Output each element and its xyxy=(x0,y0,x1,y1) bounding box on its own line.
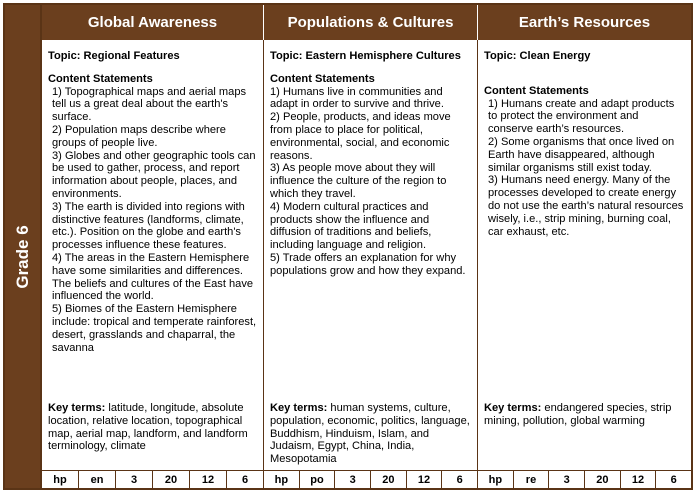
column-global-awareness xyxy=(42,40,263,470)
statement: 3) The earth is divided into regions with distinctive features (landforms, climate, etc.). Position on the globe and earth's processes influence these features. xyxy=(52,200,245,252)
statement: 5) Trade offers an explanation for why populations grow and how they expand. xyxy=(270,251,466,277)
code-cell: po xyxy=(299,471,335,488)
grade-label: Grade 6 xyxy=(13,225,32,289)
code-cell: re xyxy=(513,471,549,488)
statement: 2) Some organisms that once lived on Earth have disappeared, although similar organisms still exist today. xyxy=(488,135,675,174)
code-cell: 20 xyxy=(370,471,406,488)
key-terms-label: Key terms: xyxy=(270,402,328,414)
statement: 3) Humans need energy. Many of the processes developed to create energy do not use the earth’s natural resources wisely, i.e., strip mining, burning coal, car exhaust, etc. xyxy=(488,174,684,238)
statement: 5) Biomes of the Eastern Hemisphere include: tropical and temperate rainforest, desert, grasslands and chaparral, the savanna xyxy=(52,303,257,354)
key-terms xyxy=(484,402,685,428)
statement-list xyxy=(484,98,685,239)
key-terms-label: Key terms: xyxy=(48,402,106,414)
code-cell: 6 xyxy=(226,471,263,488)
code-cell: en xyxy=(78,471,115,488)
statement-list xyxy=(270,86,471,278)
column-populations-cultures xyxy=(263,40,477,470)
code-row-populations-cultures xyxy=(263,470,477,488)
code-cell: 3 xyxy=(334,471,370,488)
statement: 2) People, products, and ideas move from place to place for political, environmental, social, and economic reasons. xyxy=(270,111,451,162)
code-cell: 20 xyxy=(584,471,620,488)
topic-title: Topic: Regional Features xyxy=(48,50,180,62)
statement: 4) The areas in the Eastern Hemisphere have some similarities and differences. The beliefs and cultures of the East have influenced the world. xyxy=(52,251,254,303)
statement: 1) Topographical maps and aerial maps tell us a great deal about the earth's surface. xyxy=(52,85,247,124)
code-cell: hp xyxy=(53,473,67,486)
code-cell: hp xyxy=(274,473,289,486)
statement: 3) As people move about they will influence the culture of the region to which they travel. xyxy=(270,162,447,200)
topic-title: Topic: Eastern Hemisphere Cultures xyxy=(270,50,461,62)
code-cell: 3 xyxy=(548,471,584,488)
statement-list xyxy=(48,86,257,355)
key-terms-text: endangered species, strip mining, pollution, global warming xyxy=(484,402,672,427)
key-terms-text: human systems, culture, population, economic, politics, language, Buddhism, Hinduism, Islam, and Judaism, Egypt, China, India, Mesopotamia xyxy=(270,402,470,466)
statement: 4) Modern cultural practices and products show the influence and diffusion of traditions and beliefs, including language and religion. xyxy=(270,200,432,252)
content-statements-title: Content Statements xyxy=(48,72,153,85)
code-cell: 6 xyxy=(441,471,477,488)
grade-column xyxy=(5,5,42,488)
code-cell: 20 xyxy=(152,471,189,488)
code-cell: 3 xyxy=(115,471,152,488)
key-terms-text: latitude, longitude, absolute location, relative location, topographical map, aerial map, landform, and landform terminology, climate xyxy=(48,402,248,453)
content-statements-title: Content Statements xyxy=(484,84,589,97)
key-terms xyxy=(270,402,471,466)
header-populations-cultures: Populations & Cultures xyxy=(263,5,477,40)
code-cell: 6 xyxy=(655,471,691,488)
statement: 1) Humans create and adapt products to protect the environment and conserve earth’s resources. xyxy=(488,97,675,136)
code-cell: hp xyxy=(488,473,503,486)
code-row-earths-resources xyxy=(477,470,691,488)
column-earths-resources xyxy=(477,40,691,470)
code-cell: 12 xyxy=(189,471,226,488)
key-terms xyxy=(48,402,257,453)
statement: 2) Population maps describe where groups of people live. xyxy=(52,123,226,149)
statement: 3) Globes and other geographic tools can be used to gather, process, and report information about people, places, and environments. xyxy=(52,149,256,200)
topic-title: Topic: Clean Energy xyxy=(484,50,591,62)
code-cell: 12 xyxy=(406,471,442,488)
content-statements-title: Content Statements xyxy=(270,72,375,85)
code-cell: 12 xyxy=(620,471,656,488)
header-global-awareness: Global Awareness xyxy=(42,5,263,40)
code-row-global-awareness xyxy=(42,470,263,488)
header-earths-resources: Earth’s Resources xyxy=(477,5,691,40)
statement: 1) Humans live in communities and adapt in order to survive and thrive. xyxy=(270,85,444,111)
curriculum-table xyxy=(3,3,693,490)
key-terms-label: Key terms: xyxy=(484,402,542,414)
